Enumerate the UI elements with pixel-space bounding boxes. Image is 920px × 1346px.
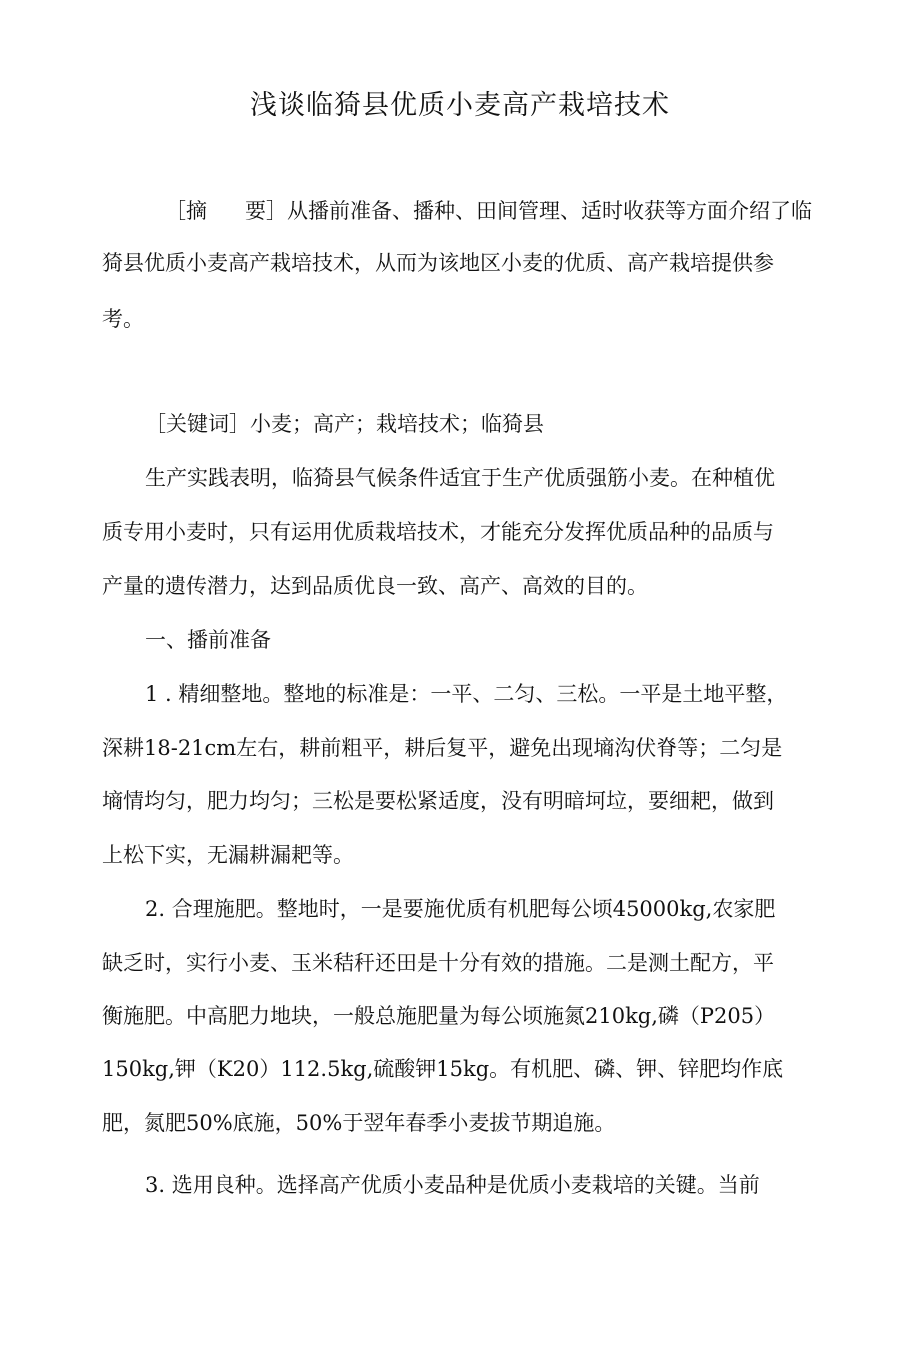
intro-line-3: 产量的遗传潜力，达到品质优良一致、高产、高效的目的。	[102, 574, 648, 598]
abstract-text-1: 从播前准备、播种、田间管理、适时收获等方面介绍了临	[287, 199, 812, 223]
document-title: 浅谈临猗县优质小麦高产栽培技术	[250, 90, 670, 121]
abstract-label-open: ［摘	[165, 199, 207, 223]
intro-line-1: 生产实践表明，临猗县气候条件适宜于生产优质强筋小麦。在种植优	[145, 466, 775, 490]
p2-line-3: 衡施肥。中高肥力地块，一般总施肥量为每公顷施氮210kg,磷（P205）	[102, 1004, 776, 1028]
abstract-line-3: 考。	[102, 307, 144, 331]
p2-line-2: 缺乏时，实行小麦、玉米秸秆还田是十分有效的措施。二是测土配方，平	[102, 951, 774, 975]
abstract-line-1	[165, 196, 812, 226]
section-heading: 一、播前准备	[145, 628, 271, 652]
p1-line-3: 墒情均匀，肥力均匀；三松是要松紧适度，没有明暗坷垃，要细耙，做到	[102, 789, 774, 813]
abstract-line-2: 猗县优质小麦高产栽培技术，从而为该地区小麦的优质、高产栽培提供参	[102, 251, 774, 275]
p1-line-4: 上松下实，无漏耕漏耙等。	[102, 843, 354, 867]
p3-line-1: 3. 选用良种。选择高产优质小麦品种是优质小麦栽培的关键。当前	[145, 1173, 760, 1197]
keywords: ［关键词］小麦；高产；栽培技术；临猗县	[145, 412, 544, 436]
p2-line-1: 2. 合理施肥。整地时，一是要施优质有机肥每公顷45000kg,农家肥	[145, 897, 776, 921]
intro-line-2: 质专用小麦时，只有运用优质栽培技术，才能充分发挥优质品种的品质与	[102, 520, 774, 544]
p2-line-4: 150kg,钾（K20）112.5kg,硫酸钾15kg。有机肥、磷、钾、锌肥均作底	[102, 1057, 784, 1081]
p2-line-5: 肥，氮肥50%底施，50%于翌年春季小麦拔节期追施。	[102, 1111, 616, 1135]
abstract-label-close: 要］	[245, 199, 287, 223]
p1-line-2: 深耕18-21cm左右，耕前粗平，耕后复平，避免出现墒沟伏脊等；二匀是	[102, 736, 783, 760]
p1-line-1: 1 . 精细整地。整地的标准是：一平、二匀、三松。一平是土地平整，	[145, 682, 788, 706]
